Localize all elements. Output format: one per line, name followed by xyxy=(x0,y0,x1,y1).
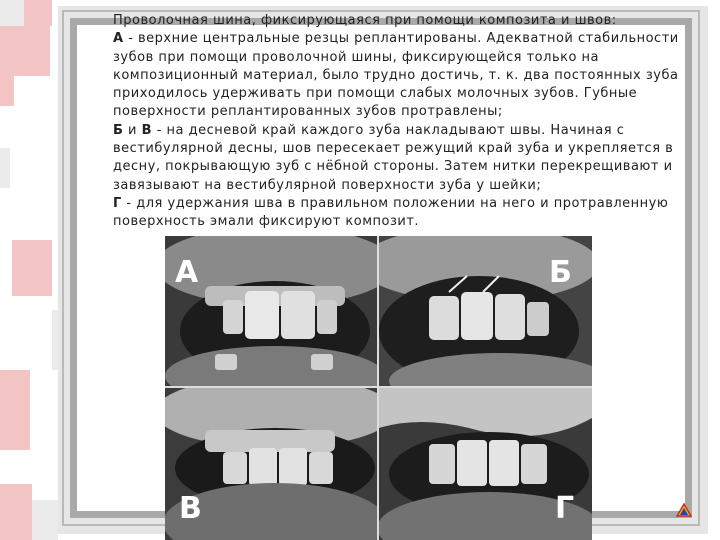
item-joiner: и xyxy=(123,122,142,138)
item-text: - на десневой край каждого зуба накладывают швы. Начиная с вестибулярной десны, шов пересекает режущий край зуба и укрепляется в десну, покрывающую зуб с нёбной стороны. Затем нитки перекрещивают и завязывают на вестибулярной поверхности зуба у шейки; xyxy=(113,122,674,193)
decor-square xyxy=(0,370,30,450)
decor-square xyxy=(12,240,52,296)
dental-photo-collage xyxy=(165,236,592,540)
decor-square xyxy=(32,500,58,540)
item-g xyxy=(113,195,703,232)
item-letter: А xyxy=(113,31,124,47)
triangle-nav-icon[interactable] xyxy=(676,502,692,521)
panel-label-b: Б xyxy=(549,255,572,290)
photo-panel-b xyxy=(379,236,592,386)
decor-square xyxy=(0,0,24,26)
item-text: - верхние центральные резцы реплантированы. Адекватной стабильности зубов при помощи проволочной шины, фиксирующейся только на композиционный материал, было трудно достичь, т. к. два постоянных зуба приходилось удерживать при помощи слабых молочных зубов. Губные поверхности реплантированных зубов протравлены; xyxy=(113,31,679,120)
intro-line: Проволочная шина, фиксирующаяся при помощи композита и швов: xyxy=(113,13,617,28)
decor-square xyxy=(0,26,50,76)
decor-square xyxy=(0,76,14,106)
photo-panel-a xyxy=(165,236,377,386)
description-text xyxy=(113,12,703,232)
item-letter: Б xyxy=(113,122,124,138)
panel-label-g: Г xyxy=(555,491,575,526)
photo-divider-vertical xyxy=(377,236,379,540)
item-text: - для удержания шва в правильном положении на него и протравленную поверхность эмали фиксируют композит. xyxy=(113,195,669,230)
panel-label-a: А xyxy=(175,255,199,290)
photo-divider-horizontal xyxy=(165,386,592,388)
panel-label-v: В xyxy=(179,491,202,526)
decor-square xyxy=(24,0,52,26)
photo-panel-v xyxy=(165,388,377,540)
item-letter: Г xyxy=(113,195,122,211)
decor-square xyxy=(0,148,10,188)
item-b-v xyxy=(113,122,703,195)
item-a xyxy=(113,30,703,121)
decor-square xyxy=(0,484,32,540)
item-letter: В xyxy=(141,122,153,138)
photo-panel-g xyxy=(379,388,592,540)
